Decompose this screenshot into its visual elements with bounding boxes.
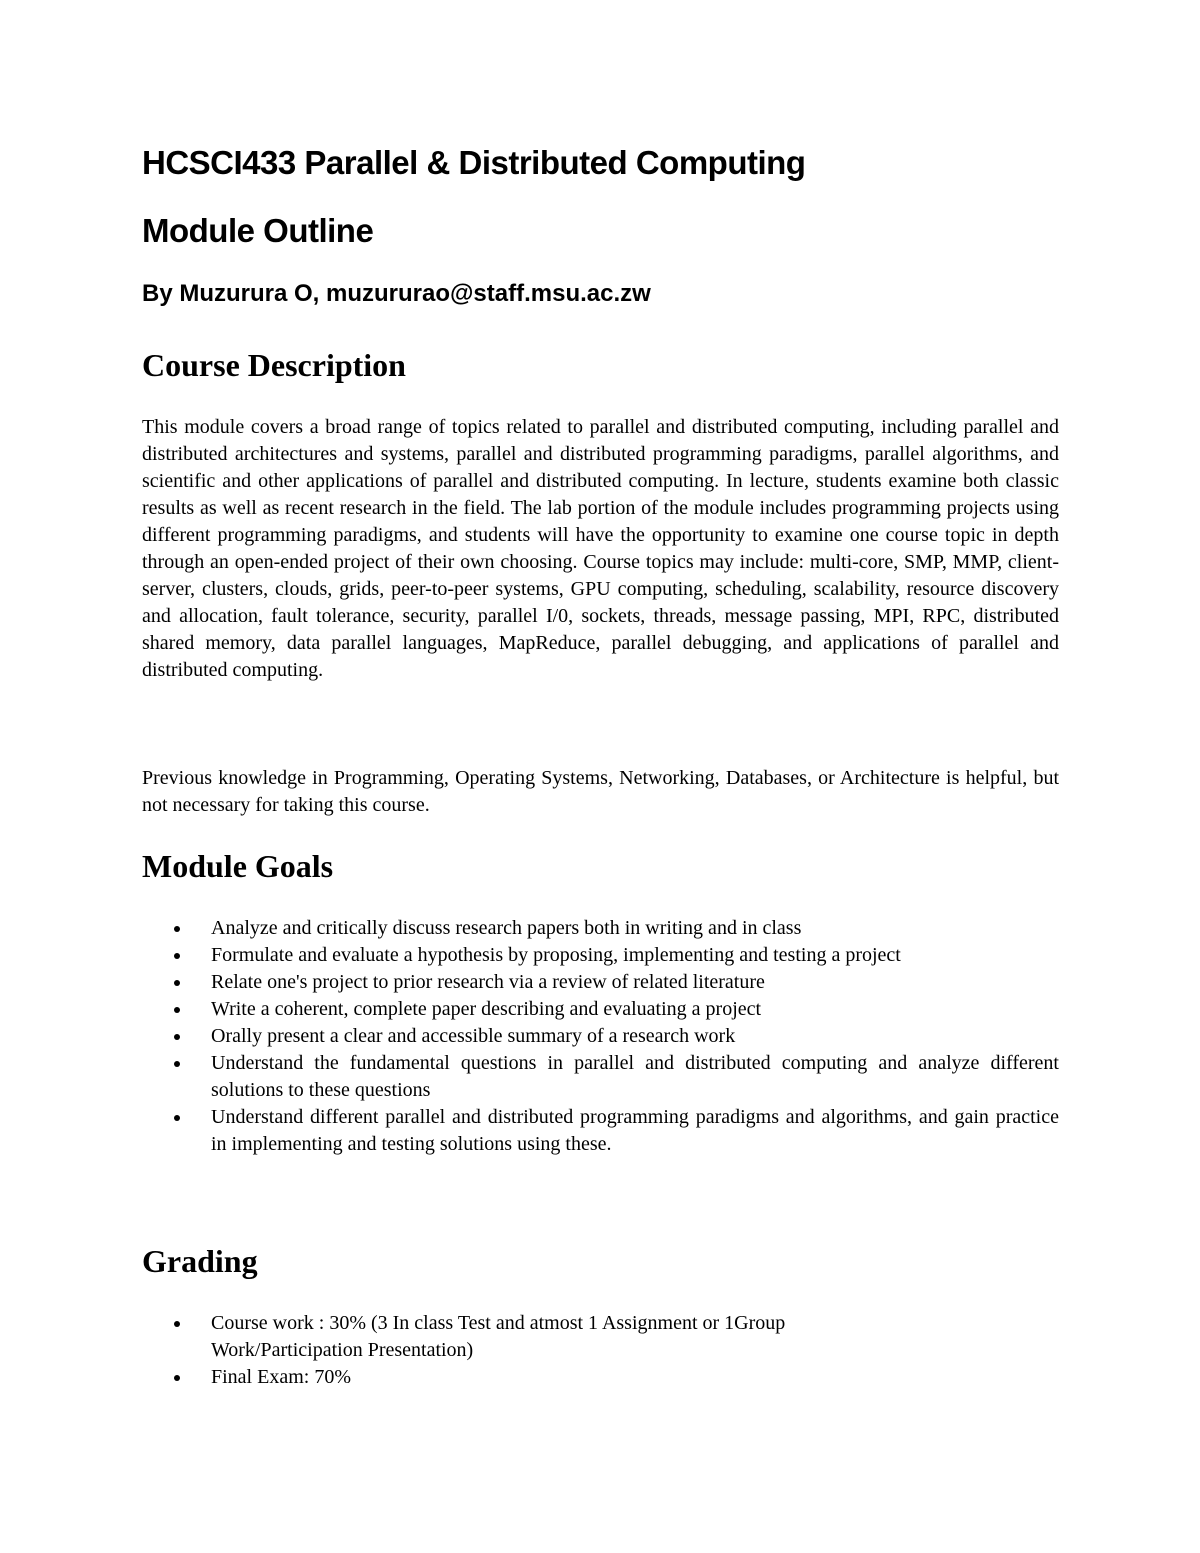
prerequisites-paragraph: Previous knowledge in Programming, Operating Systems, Networking, Databases, or Architecture is helpful, but not necessary for taking this course. bbox=[142, 767, 1059, 816]
author-line: By Muzurura O, muzururao@staff.msu.ac.zw bbox=[142, 280, 651, 307]
list-item bbox=[142, 915, 1059, 942]
goal-text: Understand different parallel and distributed programming paradigms and algorithms, and gain practice in implementing and testing solutions using these. bbox=[211, 1106, 1059, 1155]
list-item bbox=[142, 996, 1059, 1023]
goal-text: Relate one's project to prior research via a review of related literature bbox=[211, 971, 765, 993]
document-title: HCSCI433 Parallel & Distributed Computing bbox=[142, 144, 806, 181]
list-item bbox=[142, 942, 1059, 969]
goal-text: Write a coherent, complete paper describing and evaluating a project bbox=[211, 998, 762, 1020]
bullet-icon bbox=[174, 1034, 180, 1040]
goal-text: Understand the fundamental questions in parallel and distributed computing and analyze different solutions to these questions bbox=[211, 1052, 1059, 1101]
course-description-paragraph: This module covers a broad range of topics related to parallel and distributed computing, including parallel and distributed architectures and systems, parallel and distributed programming paradigms, parallel algorithms, and scientific and other applications of parallel and distributed computing. In lecture, students examine both classic results as well as recent research in the field. The lab portion of the module includes programming projects using different programming paradigms, and students will have the opportunity to examine one course topic in depth through an open-ended project of their own choosing. Course topics may include: multi-core, SMP, MMP, client-server, clusters, clouds, grids, peer-to-peer systems, GPU computing, scheduling, scalability, resource discovery and allocation, fault tolerance, security, parallel I/0, sockets, threads, message passing, MPI, RPC, distributed shared memory, data parallel languages, MapReduce, parallel debugging, and applications of parallel and distributed computing. bbox=[142, 416, 1059, 681]
grading-text: Course work : 30% (3 In class Test and atmost 1 Assignment or 1Group Work/Participation Presentation) bbox=[211, 1312, 786, 1361]
document-subtitle: Module Outline bbox=[142, 212, 374, 249]
bullet-icon bbox=[174, 1321, 180, 1327]
module-goals-heading: Module Goals bbox=[142, 848, 334, 884]
list-item bbox=[142, 1364, 902, 1391]
goal-text: Analyze and critically discuss research papers both in writing and in class bbox=[211, 917, 802, 939]
course-description-heading: Course Description bbox=[142, 347, 406, 383]
list-item bbox=[142, 1050, 1059, 1104]
bullet-icon bbox=[174, 1061, 180, 1067]
grading-heading: Grading bbox=[142, 1243, 258, 1279]
list-item bbox=[142, 1104, 1059, 1158]
bullet-icon bbox=[174, 953, 180, 959]
bullet-icon bbox=[174, 1115, 180, 1121]
list-item bbox=[142, 969, 1059, 996]
goal-text: Orally present a clear and accessible summary of a research work bbox=[211, 1025, 736, 1047]
module-goals-list bbox=[142, 915, 1059, 1158]
bullet-icon bbox=[174, 1007, 180, 1013]
grading-list bbox=[142, 1310, 902, 1391]
bullet-icon bbox=[174, 926, 180, 932]
grading-text: Final Exam: 70% bbox=[211, 1366, 351, 1388]
goal-text: Formulate and evaluate a hypothesis by proposing, implementing and testing a project bbox=[211, 944, 901, 966]
bullet-icon bbox=[174, 980, 180, 986]
bullet-icon bbox=[174, 1375, 180, 1381]
list-item bbox=[142, 1023, 1059, 1050]
list-item bbox=[142, 1310, 902, 1364]
